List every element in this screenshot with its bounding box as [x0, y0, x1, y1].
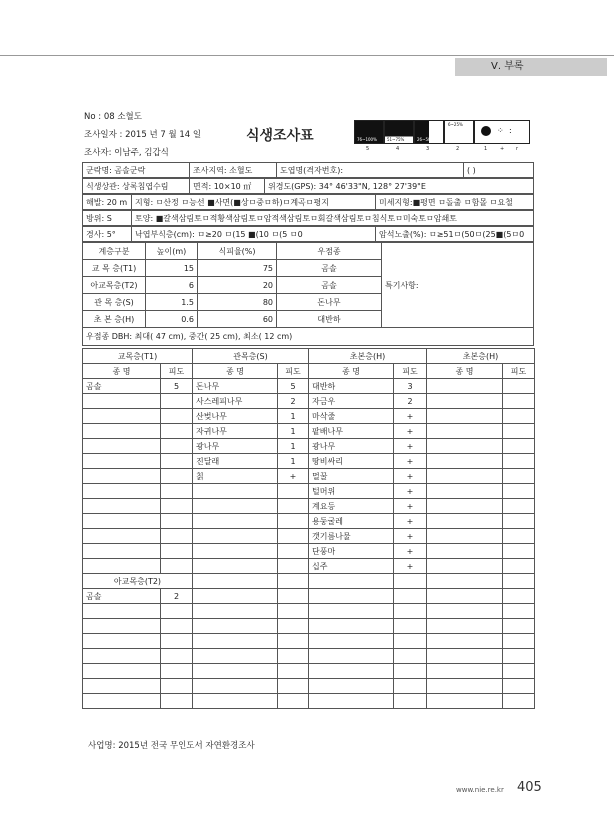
- species-name: 칡: [193, 469, 278, 484]
- cover-value: [394, 664, 427, 679]
- species-name: [309, 604, 394, 619]
- species-name: [427, 514, 503, 529]
- species-name: 단풍마: [309, 544, 394, 559]
- cover-value: +: [278, 469, 309, 484]
- cover-value: [161, 679, 193, 694]
- layer-table: 계층구분 높이(m) 식피율(%) 우점종 특기사항: 교 목 층(T1) 15 75 곰솔 아교목층(T2) 6 20 곰솔 관 목 층(S) 1.5 80 돈나무 초 본 층(H) 0.6 60 대반하 우점종 DBH: 최대( 47 cm), 중간( 25 cm), 최소( 12 cm): [82, 242, 534, 346]
- cover-value: [503, 619, 535, 634]
- species-name: [309, 679, 394, 694]
- species-name: 멀꿀: [309, 469, 394, 484]
- species-name: [83, 469, 161, 484]
- legend-num: 4: [396, 146, 400, 152]
- elevation: 해발: 20 m: [83, 195, 132, 210]
- slope: 경사: 5°: [83, 227, 132, 242]
- species-name: 곰솔: [83, 379, 161, 394]
- species-name: [193, 649, 278, 664]
- dot-icon: [481, 126, 491, 136]
- cover-value: [503, 589, 535, 604]
- t2-header-row: [83, 574, 535, 589]
- species-name: [83, 529, 161, 544]
- special-notes: 특기사항:: [382, 243, 534, 328]
- table-row: 아교목층(T2) 6 20 곰솔: [83, 277, 534, 294]
- survey-region: 조사지역: 소혈도: [190, 163, 277, 178]
- species-name: [193, 514, 278, 529]
- project-name: 사업명: 2015년 전국 무인도서 자연환경조사: [88, 741, 255, 751]
- cover-value: [278, 529, 309, 544]
- cover-value: [503, 559, 535, 574]
- cover-value: [161, 559, 193, 574]
- species-name: [427, 679, 503, 694]
- species-name: [427, 544, 503, 559]
- species-name: [427, 379, 503, 394]
- aspect: 방위: S: [83, 211, 132, 226]
- species-name: [193, 604, 278, 619]
- table-row: [83, 694, 535, 709]
- cover-value: +: [394, 544, 427, 559]
- species-name: [427, 634, 503, 649]
- species-name: [427, 559, 503, 574]
- cover-value: 2: [278, 394, 309, 409]
- table-row: [83, 589, 535, 604]
- species-name: [193, 664, 278, 679]
- cover-value: 5: [278, 379, 309, 394]
- cover-value: [503, 604, 535, 619]
- terrain: 지형: ㅁ산정 ㅁ능선 ■사면(■상ㅁ중ㅁ하)ㅁ계곡ㅁ평지: [132, 195, 376, 210]
- cover-value: +: [394, 499, 427, 514]
- cover-value: [503, 499, 535, 514]
- cover-value: 5: [161, 379, 193, 394]
- cover-value: [278, 634, 309, 649]
- species-name: [427, 694, 503, 709]
- cover-value: [161, 664, 193, 679]
- page-title: 식생조사표: [246, 128, 314, 144]
- species-name: [427, 499, 503, 514]
- cover-value: [278, 484, 309, 499]
- cover-value: [394, 634, 427, 649]
- species-name: 갯기름나물: [309, 529, 394, 544]
- table-row: [83, 559, 535, 574]
- site-info-table: [82, 226, 534, 242]
- species-name: 산벚나무: [193, 409, 278, 424]
- community-name: 군락명: 곰솔군락: [83, 163, 190, 178]
- site-info-table: [82, 210, 534, 226]
- cover-value: [161, 544, 193, 559]
- cover-value: +: [394, 409, 427, 424]
- table-row: [83, 409, 535, 424]
- cover-value: 2: [394, 394, 427, 409]
- cover-value: 2: [161, 589, 193, 604]
- gps-coordinates: 위경도(GPS): 34° 46'33"N, 128° 27'39"E: [265, 179, 534, 194]
- species-name: 마삭줄: [309, 409, 394, 424]
- group-header: 초본층(H): [309, 349, 427, 364]
- species-name: [427, 409, 503, 424]
- table-row: [83, 439, 535, 454]
- species-name: [83, 679, 161, 694]
- cover-value: [394, 649, 427, 664]
- legend-num: 2: [456, 146, 460, 152]
- species-name: [193, 484, 278, 499]
- cover-value: [394, 679, 427, 694]
- species-table: 교목층(T1) 관목층(S) 초본층(H) 초본층(H) 종 명 피도 종 명 피도 종 명 피도 종 명 피도 곰솔 5 돈나무 5 대반하 3 사스레피나무 2 자금우 2 산벚나무 1 마삭줄 + 자귀나무 1 팥배나무 + 광나무 1 광나무 + 진달래 1 땅비싸리 + 칡 + 멀꿀 + 털머위 + 계요등 + 용둥굴레 + 갯기름나물 + 단풍마 + 십주 + 아교목층(T2) 곰솔 2: [82, 348, 535, 709]
- cover-value: [503, 634, 535, 649]
- species-name: [83, 544, 161, 559]
- species-name: 광나무: [193, 439, 278, 454]
- table-row: [83, 484, 535, 499]
- table-row: [83, 679, 535, 694]
- cover-value: [161, 499, 193, 514]
- species-name: 땅비싸리: [309, 454, 394, 469]
- species-name: [427, 619, 503, 634]
- species-name: 돈나무: [193, 379, 278, 394]
- cover-value: [503, 529, 535, 544]
- cover-value: [161, 619, 193, 634]
- species-name: [83, 424, 161, 439]
- cover-value: +: [394, 529, 427, 544]
- species-name: 광나무: [309, 439, 394, 454]
- cover-value: [394, 604, 427, 619]
- header-rule: [0, 55, 614, 56]
- cover-value: [161, 454, 193, 469]
- table-row: [83, 424, 535, 439]
- cover-value: [278, 649, 309, 664]
- table-row: [83, 544, 535, 559]
- cover-value: [161, 694, 193, 709]
- cover-value: [394, 589, 427, 604]
- cover-value: [503, 439, 535, 454]
- map-sheet: 도엽명(격자번호):: [277, 163, 464, 178]
- species-name: 십주: [309, 559, 394, 574]
- cover-value: [503, 679, 535, 694]
- species-name: [427, 394, 503, 409]
- surveyor: 조사자: 이남주, 김갑식: [84, 148, 169, 158]
- species-name: [309, 619, 394, 634]
- species-name: [309, 694, 394, 709]
- species-name: [193, 589, 278, 604]
- cover-value: [161, 529, 193, 544]
- cover-value: [503, 379, 535, 394]
- cover-value: [503, 454, 535, 469]
- cover-value: +: [394, 469, 427, 484]
- cover-value: [161, 604, 193, 619]
- cover-value: [278, 514, 309, 529]
- species-name: [83, 634, 161, 649]
- table-row: [83, 394, 535, 409]
- species-name: [309, 649, 394, 664]
- cover-value: [503, 484, 535, 499]
- species-name: 털머위: [309, 484, 394, 499]
- species-name: [83, 649, 161, 664]
- table-row: [83, 619, 535, 634]
- cover-value: [161, 469, 193, 484]
- species-name: 팥배나무: [309, 424, 394, 439]
- species-name: [427, 424, 503, 439]
- cover-value: [503, 664, 535, 679]
- cover-value: [503, 649, 535, 664]
- legend-box-4: 51~75%: [384, 120, 414, 144]
- table-row: [83, 379, 535, 394]
- species-name: [193, 694, 278, 709]
- legend-num: 5: [366, 146, 370, 152]
- cover-value: [278, 499, 309, 514]
- website-url: www.nie.re.kr: [456, 786, 504, 794]
- species-name: [193, 679, 278, 694]
- table-row: 초 본 층(H) 0.6 60 대반하: [83, 311, 534, 328]
- group-header: 관목층(S): [193, 349, 309, 364]
- species-name: [427, 529, 503, 544]
- species-name: [309, 589, 394, 604]
- species-name: [427, 484, 503, 499]
- legend-num: +: [500, 146, 505, 152]
- species-name: [83, 439, 161, 454]
- species-name: [427, 439, 503, 454]
- species-name: [83, 409, 161, 424]
- physiognomy: 식생상관: 상록침엽수림: [83, 179, 190, 194]
- cover-value: [394, 694, 427, 709]
- species-name: [83, 394, 161, 409]
- cover-value: [503, 424, 535, 439]
- species-name: [83, 619, 161, 634]
- species-name: [83, 559, 161, 574]
- table-row: [83, 649, 535, 664]
- cover-value: [503, 694, 535, 709]
- legend-symbols: ⁘ :: [474, 120, 530, 144]
- legend-box-3: 26~50%: [414, 120, 444, 144]
- site-info-table: [82, 194, 534, 210]
- table-row: [83, 469, 535, 484]
- species-name: 계요등: [309, 499, 394, 514]
- site-info-table: [82, 162, 534, 178]
- cover-value: +: [394, 514, 427, 529]
- cover-value: [161, 634, 193, 649]
- species-name: [193, 634, 278, 649]
- dbh-info: 우점종 DBH: 최대( 47 cm), 중간( 25 cm), 최소( 12 cm): [83, 328, 534, 346]
- cover-value: +: [394, 454, 427, 469]
- species-name: [193, 559, 278, 574]
- legend-box-2: 6~25%: [444, 120, 474, 144]
- species-name: [427, 664, 503, 679]
- cover-value: [161, 409, 193, 424]
- survey-date: 조사일자 : 2015 년 7 월 14 일: [84, 130, 202, 140]
- species-name: [193, 499, 278, 514]
- legend-num: r: [516, 146, 519, 152]
- litter-layer: 낙엽부식층(cm): ㅁ≥20 ㅁ(15 ■(10 ㅁ(5 ㅁ0: [132, 227, 376, 242]
- table-row: 관 목 층(S) 1.5 80 돈나무: [83, 294, 534, 311]
- cover-value: +: [394, 424, 427, 439]
- table-row: [83, 664, 535, 679]
- table-row: [83, 604, 535, 619]
- micro-terrain: 미세지형:■평면 ㅁ돌출 ㅁ함몰 ㅁ요철: [376, 195, 534, 210]
- species-name: [427, 649, 503, 664]
- species-name: [83, 514, 161, 529]
- species-name: [83, 604, 161, 619]
- grid-number: ( ): [464, 163, 534, 178]
- cover-value: [503, 514, 535, 529]
- area: 면적: 10×10 ㎡: [190, 179, 265, 194]
- cover-value: [161, 649, 193, 664]
- group-header: 교목층(T1): [83, 349, 193, 364]
- cover-value: [503, 544, 535, 559]
- species-name: 자금우: [309, 394, 394, 409]
- table-row: [83, 454, 535, 469]
- group-header: 아교목층(T2): [83, 574, 193, 589]
- soil-type: 토양: ■갈색삼림토ㅁ적황색삼림토ㅁ암적색삼림토ㅁ회갈색삼림토ㅁ침식토ㅁ미숙토ㅁ암쇄토: [132, 211, 534, 226]
- species-name: [427, 454, 503, 469]
- species-name: [309, 664, 394, 679]
- table-row: [83, 514, 535, 529]
- cover-value: [503, 409, 535, 424]
- cover-value: [161, 439, 193, 454]
- cover-value: [278, 544, 309, 559]
- legend-num: 3: [426, 146, 430, 152]
- cover-value: 1: [278, 424, 309, 439]
- cover-value: +: [394, 559, 427, 574]
- cover-value: [503, 469, 535, 484]
- cover-value: [161, 424, 193, 439]
- species-name: [83, 694, 161, 709]
- cover-value: [278, 559, 309, 574]
- species-name: 자귀나무: [193, 424, 278, 439]
- species-name: [83, 664, 161, 679]
- legend-box-5: 76~100%: [354, 120, 384, 144]
- cover-value: 3: [394, 379, 427, 394]
- cover-value: [394, 619, 427, 634]
- cover-value: 1: [278, 439, 309, 454]
- species-name: 곰솔: [83, 589, 161, 604]
- species-name: [83, 499, 161, 514]
- table-row: [83, 499, 535, 514]
- species-name: 용둥굴레: [309, 514, 394, 529]
- species-name: [193, 529, 278, 544]
- table-row: [83, 634, 535, 649]
- cover-value: [278, 604, 309, 619]
- survey-number: No : 08 소혈도: [84, 112, 142, 122]
- species-name: [193, 619, 278, 634]
- site-info-table: [82, 178, 534, 194]
- species-name: [427, 604, 503, 619]
- species-name: [83, 484, 161, 499]
- cover-value: 1: [278, 409, 309, 424]
- species-name: 진달래: [193, 454, 278, 469]
- species-name: [83, 454, 161, 469]
- species-name: [193, 544, 278, 559]
- section-label: Ⅴ. 부록: [455, 58, 607, 76]
- cover-value: [278, 589, 309, 604]
- rock-exposure: 암석노출(%): ㅁ≥51ㅁ(50ㅁ(25■(5ㅁ0: [376, 227, 534, 242]
- species-name: [309, 634, 394, 649]
- cover-value: +: [394, 484, 427, 499]
- cover-value: [161, 394, 193, 409]
- legend-num: 1: [484, 146, 488, 152]
- cover-value: [503, 394, 535, 409]
- page-number: 405: [517, 780, 542, 795]
- species-name: [427, 469, 503, 484]
- cover-value: [161, 484, 193, 499]
- group-header: 초본층(H): [427, 349, 535, 364]
- cover-value: [278, 664, 309, 679]
- cover-value: [278, 619, 309, 634]
- cover-value: [278, 679, 309, 694]
- cover-value: [161, 514, 193, 529]
- table-row: [83, 529, 535, 544]
- species-name: [427, 589, 503, 604]
- cover-value: [278, 694, 309, 709]
- species-name: 대반하: [309, 379, 394, 394]
- cover-value: 1: [278, 454, 309, 469]
- species-name: 사스레피나무: [193, 394, 278, 409]
- cover-value: +: [394, 439, 427, 454]
- table-row: 교 목 층(T1) 15 75 곰솔: [83, 260, 534, 277]
